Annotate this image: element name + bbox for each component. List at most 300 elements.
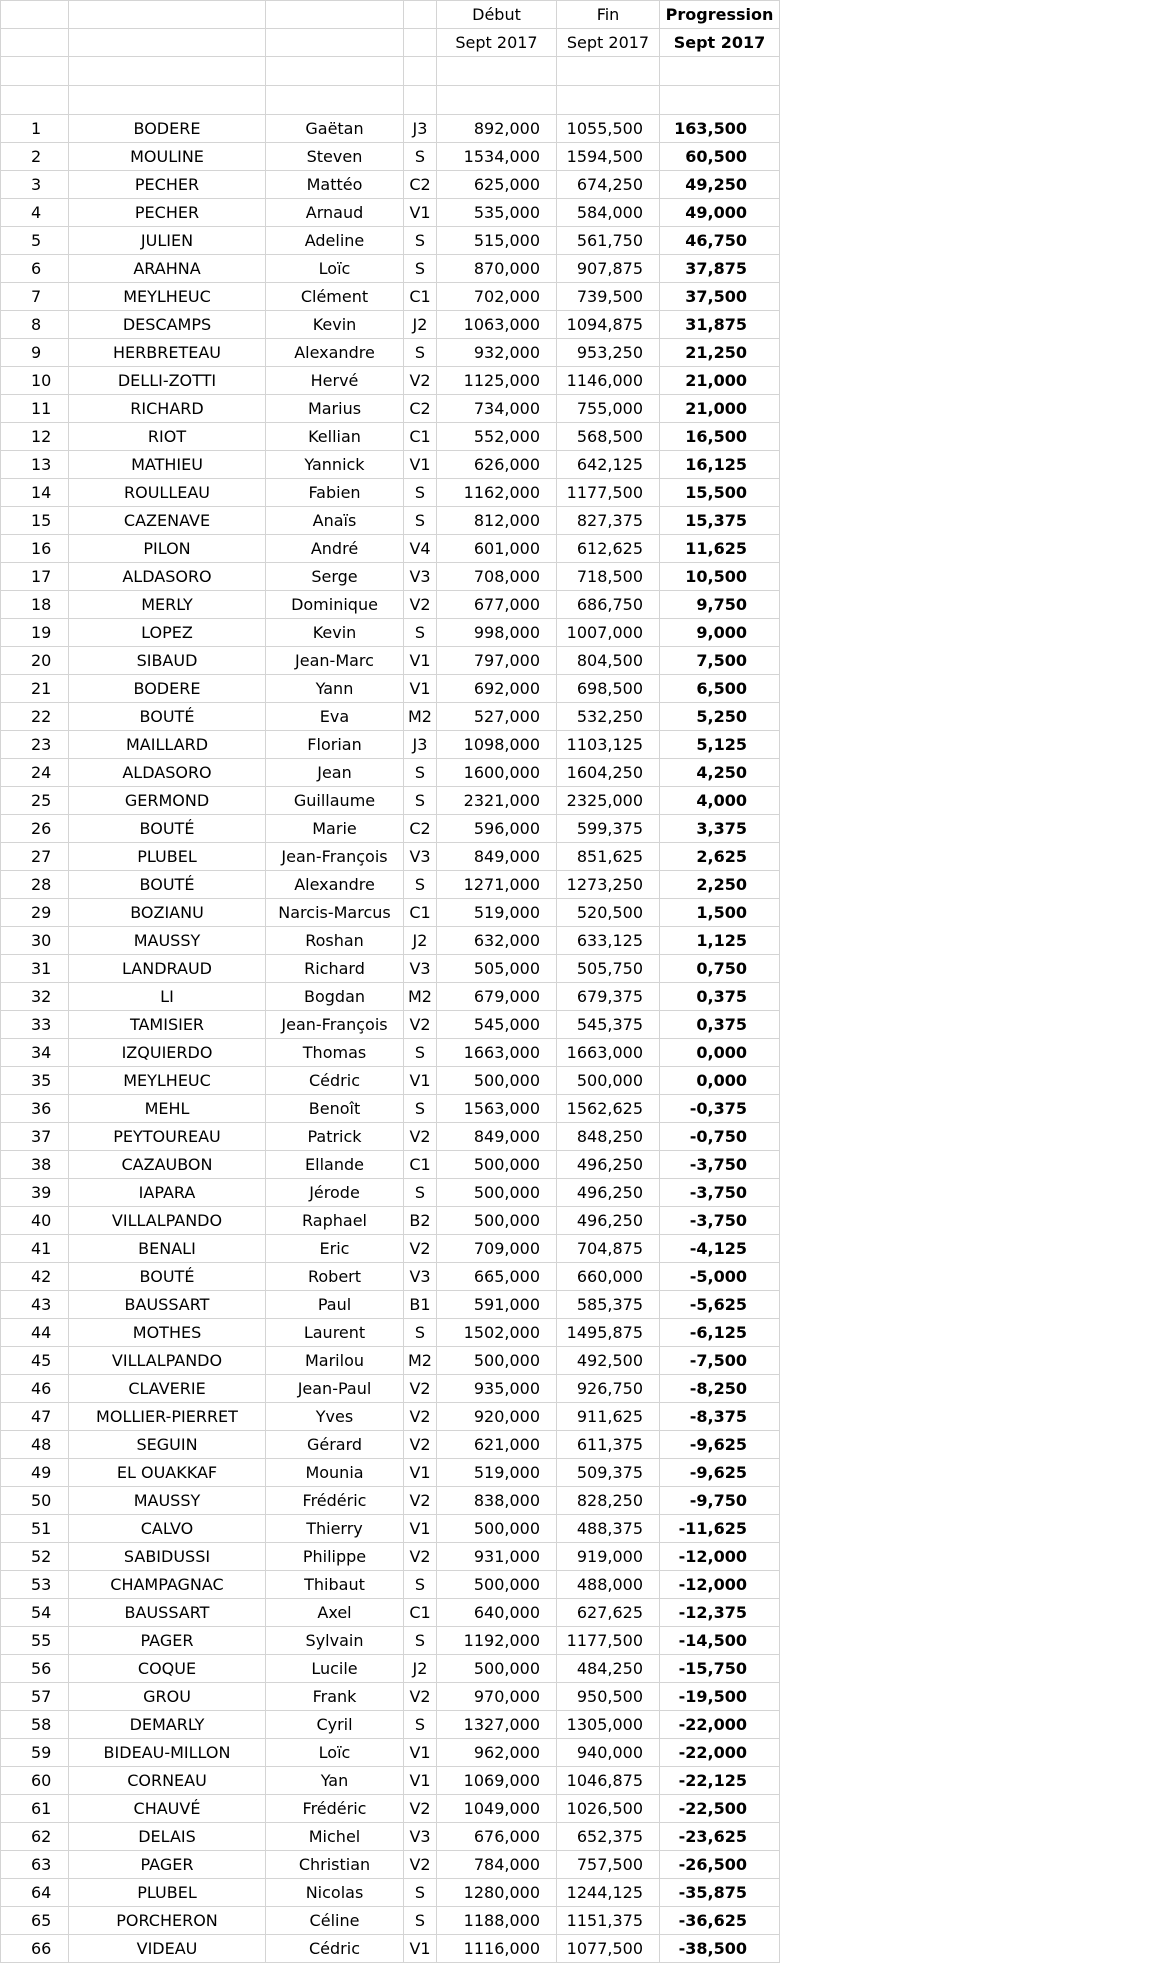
start-points-cell[interactable]: 1502,000: [437, 1319, 557, 1347]
rank-cell[interactable]: 48: [1, 1431, 69, 1459]
first-name-cell[interactable]: Fabien: [266, 479, 404, 507]
end-points-cell[interactable]: 911,625: [557, 1403, 660, 1431]
category-cell[interactable]: S: [404, 1571, 437, 1599]
category-cell[interactable]: J2: [404, 311, 437, 339]
rank-cell[interactable]: 13: [1, 451, 69, 479]
last-name-cell[interactable]: PLUBEL: [69, 1879, 266, 1907]
start-points-cell[interactable]: 1327,000: [437, 1711, 557, 1739]
first-name-cell[interactable]: Thomas: [266, 1039, 404, 1067]
first-name-cell[interactable]: Jean-François: [266, 843, 404, 871]
rank-cell[interactable]: 36: [1, 1095, 69, 1123]
first-name-cell[interactable]: Frédéric: [266, 1487, 404, 1515]
rank-cell[interactable]: 3: [1, 171, 69, 199]
start-points-cell[interactable]: 519,000: [437, 1459, 557, 1487]
progression-cell[interactable]: 0,375: [660, 1011, 780, 1039]
end-points-cell[interactable]: 505,750: [557, 955, 660, 983]
start-points-cell[interactable]: 1563,000: [437, 1095, 557, 1123]
end-points-cell[interactable]: 704,875: [557, 1235, 660, 1263]
first-name-cell[interactable]: Mounia: [266, 1459, 404, 1487]
last-name-cell[interactable]: CALVO: [69, 1515, 266, 1543]
start-points-cell[interactable]: 515,000: [437, 227, 557, 255]
first-name-cell[interactable]: Florian: [266, 731, 404, 759]
end-points-cell[interactable]: 1046,875: [557, 1767, 660, 1795]
rank-cell[interactable]: 24: [1, 759, 69, 787]
first-name-cell[interactable]: Bogdan: [266, 983, 404, 1011]
category-cell[interactable]: V2: [404, 1431, 437, 1459]
rank-cell[interactable]: 28: [1, 871, 69, 899]
last-name-cell[interactable]: MEHL: [69, 1095, 266, 1123]
last-name-cell[interactable]: CLAVERIE: [69, 1375, 266, 1403]
first-name-cell[interactable]: Narcis-Marcus: [266, 899, 404, 927]
first-name-cell[interactable]: Cyril: [266, 1711, 404, 1739]
rank-cell[interactable]: 1: [1, 115, 69, 143]
end-points-cell[interactable]: 496,250: [557, 1151, 660, 1179]
end-points-cell[interactable]: 940,000: [557, 1739, 660, 1767]
rank-cell[interactable]: 15: [1, 507, 69, 535]
empty-cell[interactable]: [266, 86, 404, 115]
category-cell[interactable]: V2: [404, 1403, 437, 1431]
progression-cell[interactable]: -22,125: [660, 1767, 780, 1795]
category-cell[interactable]: C1: [404, 1599, 437, 1627]
start-points-cell[interactable]: 552,000: [437, 423, 557, 451]
end-points-cell[interactable]: 492,500: [557, 1347, 660, 1375]
category-cell[interactable]: S: [404, 759, 437, 787]
rank-cell[interactable]: 54: [1, 1599, 69, 1627]
end-points-cell[interactable]: 1244,125: [557, 1879, 660, 1907]
first-name-cell[interactable]: Paul: [266, 1291, 404, 1319]
first-name-cell[interactable]: Jérode: [266, 1179, 404, 1207]
category-cell[interactable]: S: [404, 1039, 437, 1067]
rank-cell[interactable]: 50: [1, 1487, 69, 1515]
progression-cell[interactable]: 0,375: [660, 983, 780, 1011]
first-name-cell[interactable]: Yann: [266, 675, 404, 703]
progression-cell[interactable]: -8,250: [660, 1375, 780, 1403]
start-points-cell[interactable]: 784,000: [437, 1851, 557, 1879]
category-cell[interactable]: S: [404, 1879, 437, 1907]
last-name-cell[interactable]: DESCAMPS: [69, 311, 266, 339]
progression-cell[interactable]: 10,500: [660, 563, 780, 591]
empty-cell[interactable]: [437, 86, 557, 115]
first-name-cell[interactable]: Eva: [266, 703, 404, 731]
start-points-cell[interactable]: 500,000: [437, 1515, 557, 1543]
rank-cell[interactable]: 18: [1, 591, 69, 619]
start-points-cell[interactable]: 797,000: [437, 647, 557, 675]
category-cell[interactable]: S: [404, 507, 437, 535]
last-name-cell[interactable]: BENALI: [69, 1235, 266, 1263]
category-cell[interactable]: V2: [404, 367, 437, 395]
last-name-cell[interactable]: CORNEAU: [69, 1767, 266, 1795]
category-cell[interactable]: S: [404, 1319, 437, 1347]
last-name-cell[interactable]: HERBRETEAU: [69, 339, 266, 367]
end-points-cell[interactable]: 757,500: [557, 1851, 660, 1879]
category-cell[interactable]: B2: [404, 1207, 437, 1235]
first-name-cell[interactable]: Thibaut: [266, 1571, 404, 1599]
last-name-cell[interactable]: MATHIEU: [69, 451, 266, 479]
category-cell[interactable]: C1: [404, 899, 437, 927]
last-name-cell[interactable]: IZQUIERDO: [69, 1039, 266, 1067]
progression-cell[interactable]: 9,750: [660, 591, 780, 619]
start-points-cell[interactable]: 849,000: [437, 843, 557, 871]
progression-cell[interactable]: -9,625: [660, 1431, 780, 1459]
progression-cell[interactable]: 9,000: [660, 619, 780, 647]
rank-cell[interactable]: 27: [1, 843, 69, 871]
category-cell[interactable]: S: [404, 255, 437, 283]
start-points-cell[interactable]: 1125,000: [437, 367, 557, 395]
last-name-cell[interactable]: PLUBEL: [69, 843, 266, 871]
end-points-cell[interactable]: 1103,125: [557, 731, 660, 759]
last-name-cell[interactable]: PECHER: [69, 171, 266, 199]
first-name-cell[interactable]: Marius: [266, 395, 404, 423]
progression-cell[interactable]: -11,625: [660, 1515, 780, 1543]
progression-cell[interactable]: -12,000: [660, 1571, 780, 1599]
empty-cell[interactable]: [557, 57, 660, 86]
last-name-cell[interactable]: PILON: [69, 535, 266, 563]
last-name-cell[interactable]: RIOT: [69, 423, 266, 451]
start-points-cell[interactable]: 1280,000: [437, 1879, 557, 1907]
first-name-cell[interactable]: Kevin: [266, 619, 404, 647]
category-cell[interactable]: B1: [404, 1291, 437, 1319]
last-name-cell[interactable]: VILLALPANDO: [69, 1347, 266, 1375]
last-name-cell[interactable]: MEYLHEUC: [69, 283, 266, 311]
end-points-cell[interactable]: 828,250: [557, 1487, 660, 1515]
end-points-cell[interactable]: 1026,500: [557, 1795, 660, 1823]
end-points-cell[interactable]: 545,375: [557, 1011, 660, 1039]
category-cell[interactable]: V2: [404, 1487, 437, 1515]
end-points-cell[interactable]: 804,500: [557, 647, 660, 675]
category-cell[interactable]: S: [404, 787, 437, 815]
first-name-cell[interactable]: Mattéo: [266, 171, 404, 199]
rank-cell[interactable]: 64: [1, 1879, 69, 1907]
category-cell[interactable]: V1: [404, 1739, 437, 1767]
empty-cell[interactable]: [437, 57, 557, 86]
first-name-cell[interactable]: Ellande: [266, 1151, 404, 1179]
category-cell[interactable]: V3: [404, 1263, 437, 1291]
first-name-cell[interactable]: Cédric: [266, 1067, 404, 1095]
end-points-cell[interactable]: 496,250: [557, 1207, 660, 1235]
start-points-cell[interactable]: 1069,000: [437, 1767, 557, 1795]
last-name-cell[interactable]: BOZIANU: [69, 899, 266, 927]
rank-cell[interactable]: 43: [1, 1291, 69, 1319]
first-name-cell[interactable]: Lucile: [266, 1655, 404, 1683]
header-cell-empty[interactable]: [266, 1, 404, 29]
rank-cell[interactable]: 53: [1, 1571, 69, 1599]
category-cell[interactable]: V2: [404, 1851, 437, 1879]
start-points-cell[interactable]: 734,000: [437, 395, 557, 423]
rank-cell[interactable]: 16: [1, 535, 69, 563]
start-points-cell[interactable]: 500,000: [437, 1207, 557, 1235]
rank-cell[interactable]: 63: [1, 1851, 69, 1879]
end-points-cell[interactable]: 1495,875: [557, 1319, 660, 1347]
end-points-cell[interactable]: 1094,875: [557, 311, 660, 339]
end-points-cell[interactable]: 679,375: [557, 983, 660, 1011]
category-cell[interactable]: V2: [404, 1235, 437, 1263]
first-name-cell[interactable]: Frank: [266, 1683, 404, 1711]
first-name-cell[interactable]: Yannick: [266, 451, 404, 479]
empty-cell[interactable]: [660, 86, 780, 115]
end-points-cell[interactable]: 1594,500: [557, 143, 660, 171]
start-points-cell[interactable]: 920,000: [437, 1403, 557, 1431]
end-points-cell[interactable]: 585,375: [557, 1291, 660, 1319]
category-cell[interactable]: V1: [404, 1459, 437, 1487]
last-name-cell[interactable]: BOUTÉ: [69, 703, 266, 731]
progression-cell[interactable]: 6,500: [660, 675, 780, 703]
category-cell[interactable]: V1: [404, 451, 437, 479]
last-name-cell[interactable]: MAUSSY: [69, 927, 266, 955]
first-name-cell[interactable]: Loïc: [266, 1739, 404, 1767]
start-points-cell[interactable]: 2321,000: [437, 787, 557, 815]
header-progression-period[interactable]: Sept 2017: [660, 29, 780, 57]
last-name-cell[interactable]: PEYTOUREAU: [69, 1123, 266, 1151]
first-name-cell[interactable]: Eric: [266, 1235, 404, 1263]
end-points-cell[interactable]: 718,500: [557, 563, 660, 591]
category-cell[interactable]: V2: [404, 1543, 437, 1571]
start-points-cell[interactable]: 849,000: [437, 1123, 557, 1151]
first-name-cell[interactable]: Benoît: [266, 1095, 404, 1123]
progression-cell[interactable]: -3,750: [660, 1179, 780, 1207]
start-points-cell[interactable]: 1063,000: [437, 311, 557, 339]
last-name-cell[interactable]: CAZAUBON: [69, 1151, 266, 1179]
progression-cell[interactable]: 16,500: [660, 423, 780, 451]
progression-cell[interactable]: 2,250: [660, 871, 780, 899]
end-points-cell[interactable]: 520,500: [557, 899, 660, 927]
start-points-cell[interactable]: 708,000: [437, 563, 557, 591]
end-points-cell[interactable]: 739,500: [557, 283, 660, 311]
first-name-cell[interactable]: Marilou: [266, 1347, 404, 1375]
rank-cell[interactable]: 57: [1, 1683, 69, 1711]
rank-cell[interactable]: 42: [1, 1263, 69, 1291]
progression-cell[interactable]: 5,250: [660, 703, 780, 731]
first-name-cell[interactable]: Robert: [266, 1263, 404, 1291]
progression-cell[interactable]: 16,125: [660, 451, 780, 479]
header-cell-empty[interactable]: [1, 1, 69, 29]
end-points-cell[interactable]: 561,750: [557, 227, 660, 255]
category-cell[interactable]: S: [404, 339, 437, 367]
start-points-cell[interactable]: 676,000: [437, 1823, 557, 1851]
first-name-cell[interactable]: Kellian: [266, 423, 404, 451]
start-points-cell[interactable]: 1534,000: [437, 143, 557, 171]
start-points-cell[interactable]: 500,000: [437, 1151, 557, 1179]
start-points-cell[interactable]: 1049,000: [437, 1795, 557, 1823]
rank-cell[interactable]: 65: [1, 1907, 69, 1935]
end-points-cell[interactable]: 686,750: [557, 591, 660, 619]
end-points-cell[interactable]: 611,375: [557, 1431, 660, 1459]
last-name-cell[interactable]: DELLI-ZOTTI: [69, 367, 266, 395]
first-name-cell[interactable]: Steven: [266, 143, 404, 171]
end-points-cell[interactable]: 674,250: [557, 171, 660, 199]
category-cell[interactable]: C2: [404, 815, 437, 843]
last-name-cell[interactable]: MEYLHEUC: [69, 1067, 266, 1095]
rank-cell[interactable]: 33: [1, 1011, 69, 1039]
last-name-cell[interactable]: MOULINE: [69, 143, 266, 171]
first-name-cell[interactable]: Jean: [266, 759, 404, 787]
start-points-cell[interactable]: 970,000: [437, 1683, 557, 1711]
first-name-cell[interactable]: Yves: [266, 1403, 404, 1431]
last-name-cell[interactable]: BODERE: [69, 675, 266, 703]
rank-cell[interactable]: 35: [1, 1067, 69, 1095]
category-cell[interactable]: M2: [404, 1347, 437, 1375]
category-cell[interactable]: V2: [404, 591, 437, 619]
rank-cell[interactable]: 19: [1, 619, 69, 647]
category-cell[interactable]: V2: [404, 1683, 437, 1711]
first-name-cell[interactable]: Dominique: [266, 591, 404, 619]
progression-cell[interactable]: -12,375: [660, 1599, 780, 1627]
progression-cell[interactable]: 7,500: [660, 647, 780, 675]
first-name-cell[interactable]: Jean-François: [266, 1011, 404, 1039]
last-name-cell[interactable]: ROULLEAU: [69, 479, 266, 507]
start-points-cell[interactable]: 505,000: [437, 955, 557, 983]
start-points-cell[interactable]: 692,000: [437, 675, 557, 703]
start-points-cell[interactable]: 1188,000: [437, 1907, 557, 1935]
first-name-cell[interactable]: Yan: [266, 1767, 404, 1795]
progression-cell[interactable]: -35,875: [660, 1879, 780, 1907]
progression-cell[interactable]: 21,000: [660, 367, 780, 395]
last-name-cell[interactable]: SEGUIN: [69, 1431, 266, 1459]
last-name-cell[interactable]: PORCHERON: [69, 1907, 266, 1935]
category-cell[interactable]: V3: [404, 843, 437, 871]
start-points-cell[interactable]: 596,000: [437, 815, 557, 843]
end-points-cell[interactable]: 1305,000: [557, 1711, 660, 1739]
last-name-cell[interactable]: LI: [69, 983, 266, 1011]
first-name-cell[interactable]: André: [266, 535, 404, 563]
progression-cell[interactable]: 0,750: [660, 955, 780, 983]
start-points-cell[interactable]: 932,000: [437, 339, 557, 367]
category-cell[interactable]: S: [404, 479, 437, 507]
progression-cell[interactable]: 0,000: [660, 1067, 780, 1095]
first-name-cell[interactable]: Guillaume: [266, 787, 404, 815]
progression-cell[interactable]: 46,750: [660, 227, 780, 255]
end-points-cell[interactable]: 1177,500: [557, 479, 660, 507]
end-points-cell[interactable]: 584,000: [557, 199, 660, 227]
start-points-cell[interactable]: 535,000: [437, 199, 557, 227]
end-points-cell[interactable]: 599,375: [557, 815, 660, 843]
first-name-cell[interactable]: Jean-Paul: [266, 1375, 404, 1403]
first-name-cell[interactable]: Patrick: [266, 1123, 404, 1151]
progression-cell[interactable]: 4,250: [660, 759, 780, 787]
progression-cell[interactable]: -14,500: [660, 1627, 780, 1655]
start-points-cell[interactable]: 527,000: [437, 703, 557, 731]
last-name-cell[interactable]: GERMOND: [69, 787, 266, 815]
rank-cell[interactable]: 41: [1, 1235, 69, 1263]
last-name-cell[interactable]: SIBAUD: [69, 647, 266, 675]
end-points-cell[interactable]: 627,625: [557, 1599, 660, 1627]
empty-cell[interactable]: [266, 57, 404, 86]
last-name-cell[interactable]: MOLLIER-PIERRET: [69, 1403, 266, 1431]
start-points-cell[interactable]: 677,000: [437, 591, 557, 619]
rank-cell[interactable]: 32: [1, 983, 69, 1011]
rank-cell[interactable]: 12: [1, 423, 69, 451]
progression-cell[interactable]: 2,625: [660, 843, 780, 871]
last-name-cell[interactable]: MOTHES: [69, 1319, 266, 1347]
category-cell[interactable]: V3: [404, 563, 437, 591]
last-name-cell[interactable]: TAMISIER: [69, 1011, 266, 1039]
first-name-cell[interactable]: Gaëtan: [266, 115, 404, 143]
first-name-cell[interactable]: Philippe: [266, 1543, 404, 1571]
rank-cell[interactable]: 7: [1, 283, 69, 311]
end-points-cell[interactable]: 926,750: [557, 1375, 660, 1403]
start-points-cell[interactable]: 931,000: [437, 1543, 557, 1571]
start-points-cell[interactable]: 665,000: [437, 1263, 557, 1291]
progression-cell[interactable]: 5,125: [660, 731, 780, 759]
header-cell-empty[interactable]: [69, 1, 266, 29]
progression-cell[interactable]: -38,500: [660, 1935, 780, 1963]
rank-cell[interactable]: 34: [1, 1039, 69, 1067]
start-points-cell[interactable]: 709,000: [437, 1235, 557, 1263]
end-points-cell[interactable]: 1055,500: [557, 115, 660, 143]
start-points-cell[interactable]: 1192,000: [437, 1627, 557, 1655]
category-cell[interactable]: J3: [404, 731, 437, 759]
category-cell[interactable]: C1: [404, 423, 437, 451]
rank-cell[interactable]: 55: [1, 1627, 69, 1655]
end-points-cell[interactable]: 848,250: [557, 1123, 660, 1151]
category-cell[interactable]: V2: [404, 1795, 437, 1823]
first-name-cell[interactable]: Céline: [266, 1907, 404, 1935]
empty-cell[interactable]: [557, 86, 660, 115]
last-name-cell[interactable]: BOUTÉ: [69, 815, 266, 843]
start-points-cell[interactable]: 812,000: [437, 507, 557, 535]
rank-cell[interactable]: 59: [1, 1739, 69, 1767]
end-points-cell[interactable]: 488,000: [557, 1571, 660, 1599]
category-cell[interactable]: J2: [404, 1655, 437, 1683]
progression-cell[interactable]: 21,250: [660, 339, 780, 367]
category-cell[interactable]: V3: [404, 1823, 437, 1851]
first-name-cell[interactable]: Gérard: [266, 1431, 404, 1459]
first-name-cell[interactable]: Michel: [266, 1823, 404, 1851]
rank-cell[interactable]: 37: [1, 1123, 69, 1151]
header-cell-empty[interactable]: [404, 1, 437, 29]
rank-cell[interactable]: 38: [1, 1151, 69, 1179]
empty-cell[interactable]: [69, 57, 266, 86]
progression-cell[interactable]: 0,000: [660, 1039, 780, 1067]
progression-cell[interactable]: -36,625: [660, 1907, 780, 1935]
rank-cell[interactable]: 29: [1, 899, 69, 927]
end-points-cell[interactable]: 1146,000: [557, 367, 660, 395]
end-points-cell[interactable]: 907,875: [557, 255, 660, 283]
last-name-cell[interactable]: ARAHNA: [69, 255, 266, 283]
progression-cell[interactable]: -22,000: [660, 1711, 780, 1739]
first-name-cell[interactable]: Axel: [266, 1599, 404, 1627]
start-points-cell[interactable]: 935,000: [437, 1375, 557, 1403]
empty-cell[interactable]: [404, 86, 437, 115]
start-points-cell[interactable]: 838,000: [437, 1487, 557, 1515]
progression-cell[interactable]: 37,500: [660, 283, 780, 311]
category-cell[interactable]: S: [404, 871, 437, 899]
first-name-cell[interactable]: Cédric: [266, 1935, 404, 1963]
start-points-cell[interactable]: 1116,000: [437, 1935, 557, 1963]
category-cell[interactable]: V2: [404, 1123, 437, 1151]
first-name-cell[interactable]: Alexandre: [266, 871, 404, 899]
first-name-cell[interactable]: Kevin: [266, 311, 404, 339]
progression-cell[interactable]: 60,500: [660, 143, 780, 171]
category-cell[interactable]: V1: [404, 1935, 437, 1963]
rank-cell[interactable]: 56: [1, 1655, 69, 1683]
category-cell[interactable]: V3: [404, 955, 437, 983]
last-name-cell[interactable]: BOUTÉ: [69, 871, 266, 899]
header-cell-empty[interactable]: [69, 29, 266, 57]
category-cell[interactable]: V2: [404, 1011, 437, 1039]
end-points-cell[interactable]: 2325,000: [557, 787, 660, 815]
first-name-cell[interactable]: Sylvain: [266, 1627, 404, 1655]
category-cell[interactable]: S: [404, 143, 437, 171]
rank-cell[interactable]: 2: [1, 143, 69, 171]
start-points-cell[interactable]: 500,000: [437, 1655, 557, 1683]
start-points-cell[interactable]: 591,000: [437, 1291, 557, 1319]
start-points-cell[interactable]: 702,000: [437, 283, 557, 311]
category-cell[interactable]: C2: [404, 171, 437, 199]
last-name-cell[interactable]: BOUTÉ: [69, 1263, 266, 1291]
progression-cell[interactable]: -5,000: [660, 1263, 780, 1291]
rank-cell[interactable]: 40: [1, 1207, 69, 1235]
end-points-cell[interactable]: 1177,500: [557, 1627, 660, 1655]
